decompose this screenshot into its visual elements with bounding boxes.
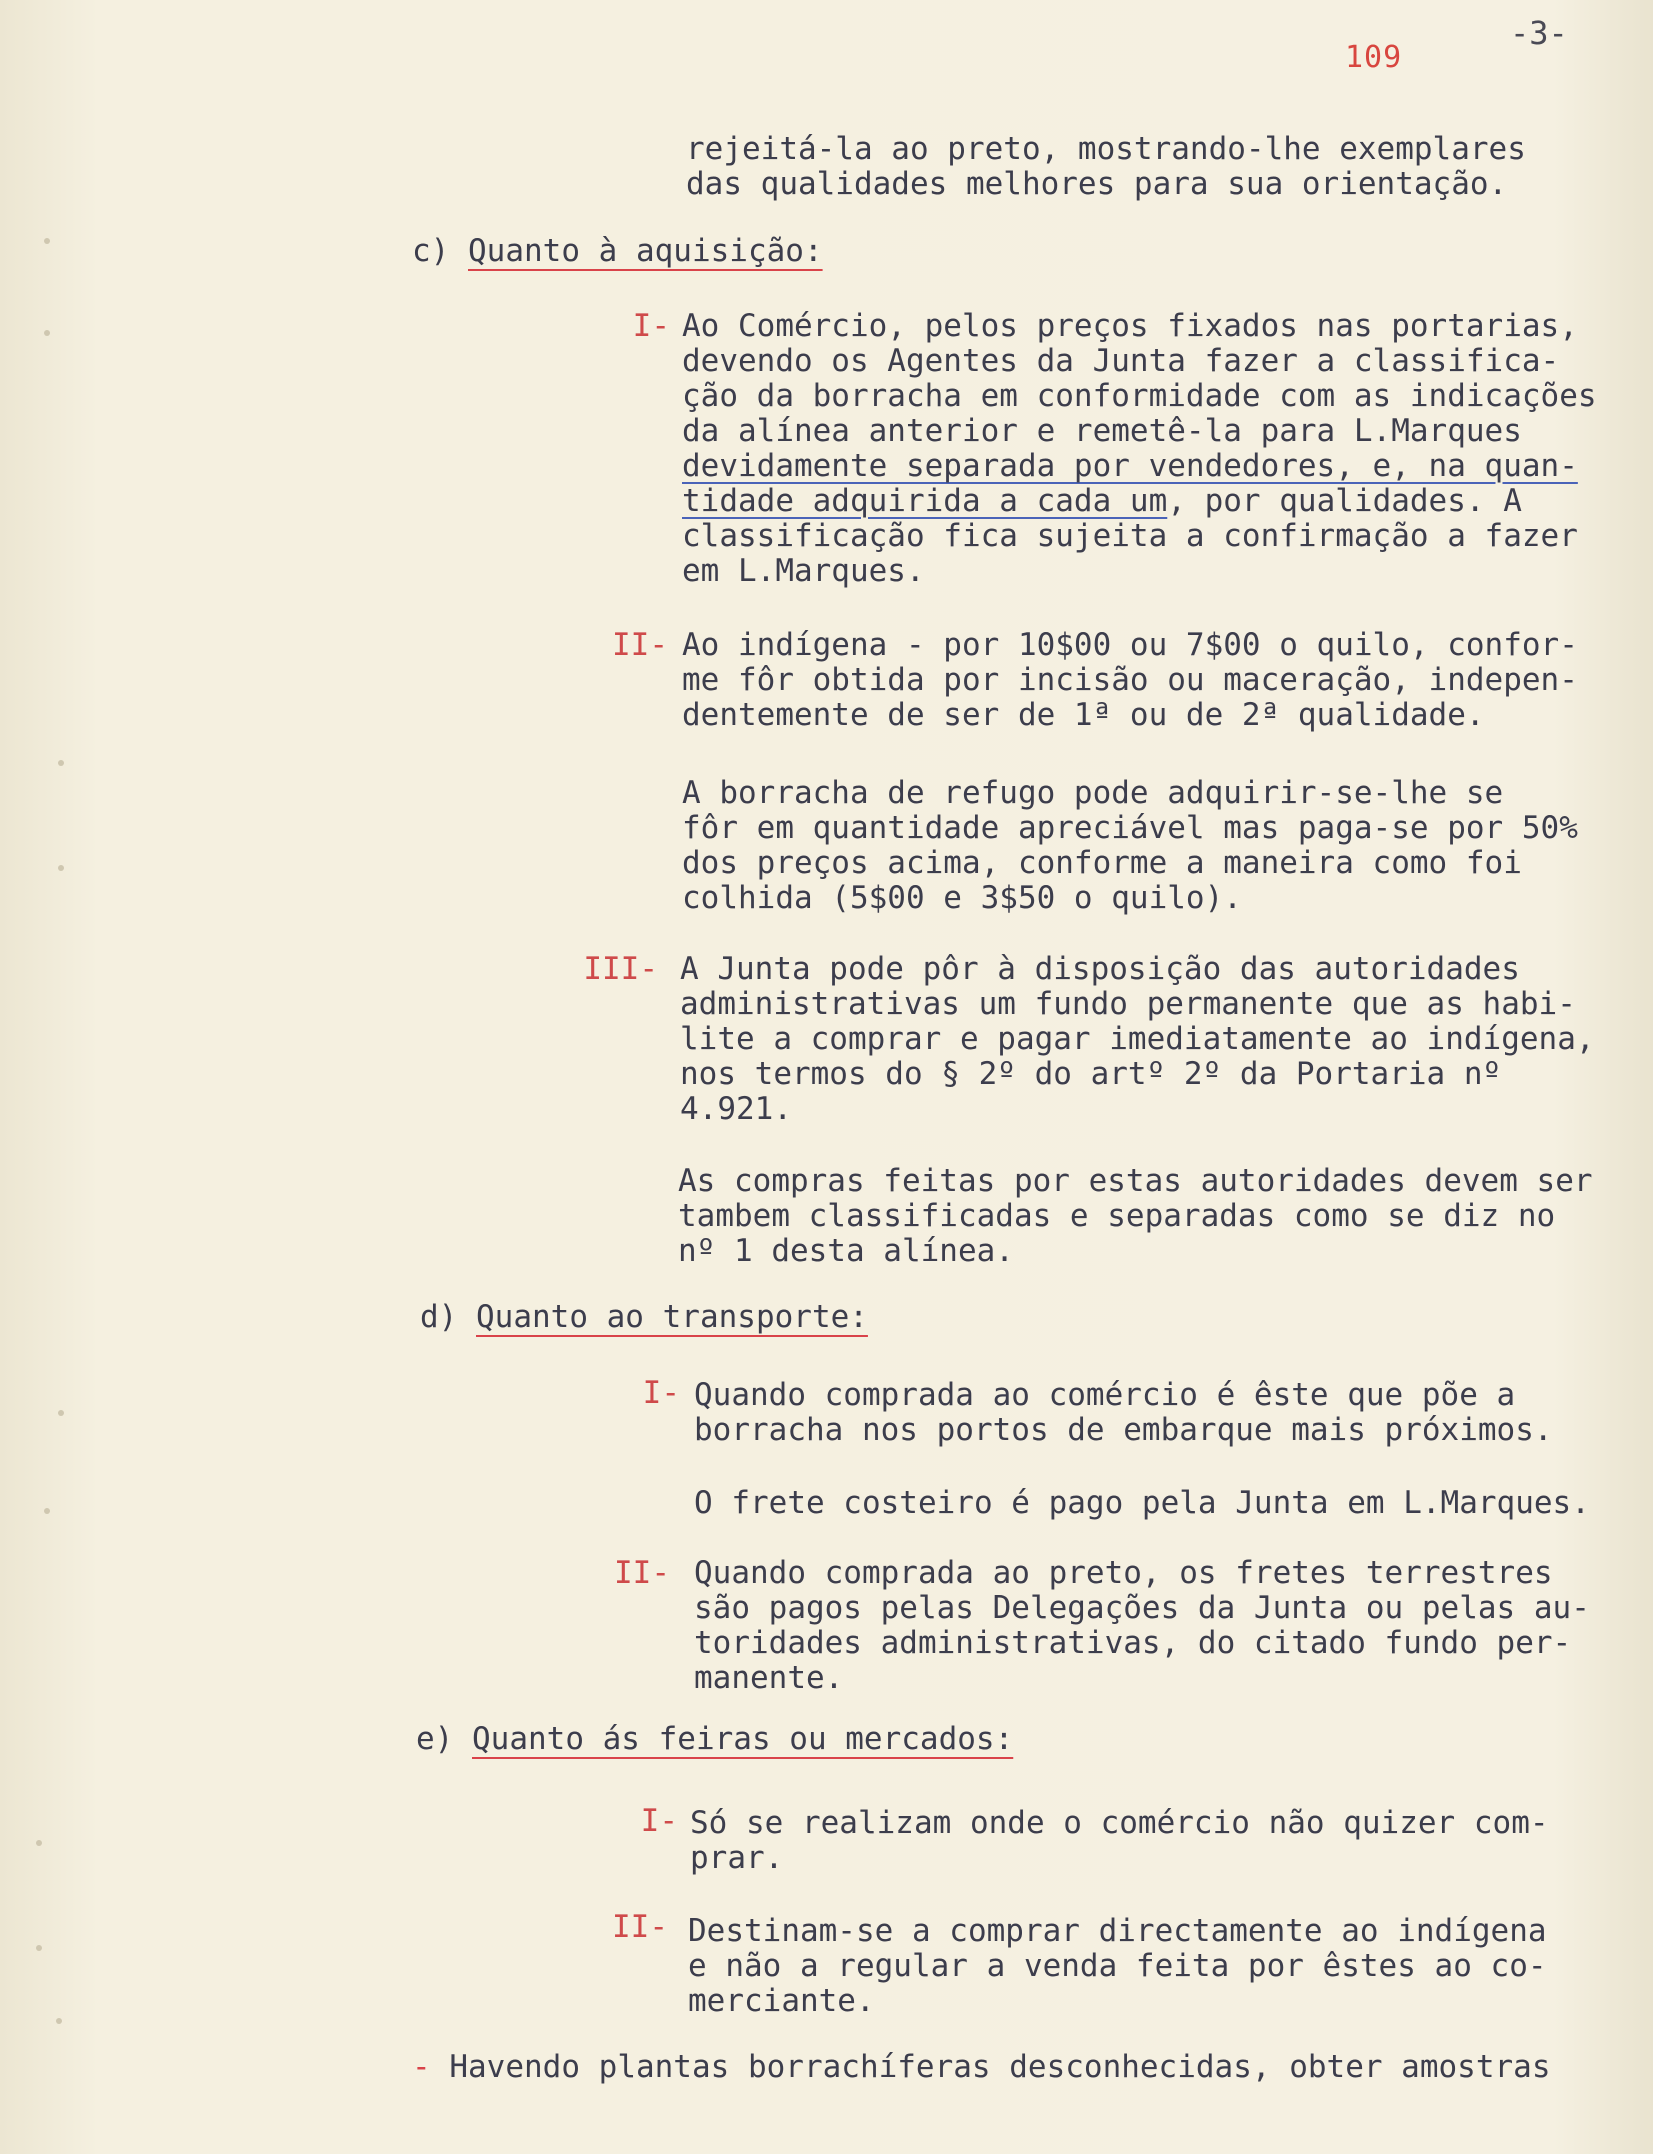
item-numeral: III-: [583, 951, 658, 987]
text-line: lite a comprar e pagar imediatamente ao indígena,: [680, 1021, 1595, 1057]
text-line: dentemente de ser de 1ª ou de 2ª qualidade.: [682, 697, 1485, 733]
binder-hole: [36, 1945, 42, 1951]
text-line: Destinam-se a comprar directamente ao indígena: [688, 1913, 1547, 1949]
text-line: e não a regular a venda feita por êstes ao co-: [688, 1948, 1547, 1984]
text-line: A Junta pode pôr à disposição das autoridades: [680, 951, 1520, 987]
text-line: devidamente separada por vendedores, e, na quan-: [682, 448, 1578, 484]
binder-hole: [44, 1508, 50, 1514]
text-line: ção da borracha em conformidade com as indicações: [682, 378, 1597, 414]
section-title: Quanto ao transporte:: [476, 1299, 868, 1335]
text-line: Havendo plantas borrachíferas desconhecidas, obter amostras: [449, 2049, 1551, 2085]
text-line: nos termos do § 2º do artº 2º da Portaria nº: [680, 1056, 1502, 1092]
text-line: Quando comprada ao comércio é êste que põe a: [694, 1377, 1516, 1413]
binder-hole: [58, 760, 64, 766]
section-label: e): [416, 1721, 454, 1757]
binder-hole: [36, 1840, 42, 1846]
text-line: das qualidades melhores para sua orientação.: [686, 166, 1508, 202]
text-line: borracha nos portos de embarque mais próximos.: [694, 1412, 1553, 1448]
item-numeral: II-: [614, 1555, 670, 1591]
item-numeral: I-: [632, 308, 670, 344]
text-line: da alínea anterior e remetê-la para L.Marques: [682, 413, 1522, 449]
footer-line: [412, 2050, 1551, 2085]
text-line: Quando comprada ao preto, os fretes terrestres: [694, 1555, 1553, 1591]
text-line: administrativas um fundo permanente que as habi-: [680, 986, 1576, 1022]
section-title: Quanto ás feiras ou mercados:: [472, 1721, 1014, 1757]
text-line: prar.: [690, 1840, 784, 1876]
text-line: Ao indígena - por 10$00 ou 7$00 o quilo, confor-: [682, 627, 1578, 663]
text-line: Ao Comércio, pelos preços fixados nas portarias,: [682, 308, 1578, 344]
section-d-item-2: [694, 1556, 1590, 1696]
text-line: são pagos pelas Delegações da Junta ou pelas au-: [694, 1590, 1590, 1626]
text-line: Só se realizam onde o comércio não quizer com-: [690, 1805, 1549, 1841]
item-numeral: I-: [640, 1803, 678, 1839]
binder-hole: [56, 2018, 62, 2024]
binder-hole: [58, 865, 64, 871]
section-c-item-3: [680, 952, 1595, 1127]
section-e-heading: [416, 1722, 1013, 1757]
text-line: devendo os Agentes da Junta fazer a classifica-: [682, 343, 1560, 379]
binder-hole: [44, 330, 50, 336]
section-label: d): [420, 1299, 458, 1335]
section-c-item-3-paragraph: [678, 1164, 1593, 1269]
section-label: c): [412, 233, 450, 269]
section-e-item-2: [688, 1914, 1547, 2019]
section-e-item-1: [690, 1806, 1549, 1876]
text-line: em L.Marques.: [682, 553, 925, 589]
text-line: 4.921.: [680, 1091, 792, 1127]
page-number: -3-: [1510, 14, 1568, 52]
section-title: Quanto à aquisição:: [468, 233, 823, 269]
text-line: O frete costeiro é pago pela Junta em L.Marques.: [694, 1485, 1590, 1521]
section-d-item-1-paragraph: [694, 1486, 1590, 1521]
text-line: dos preços acima, conforme a maneira como foi: [682, 845, 1522, 881]
section-c-item-2-paragraph: [682, 776, 1578, 916]
section-c-heading: [412, 234, 823, 269]
text-line: classificação fica sujeita a confirmação a fazer: [682, 518, 1578, 554]
text-line: , por qualidades. A: [1167, 483, 1522, 519]
text-line: merciante.: [688, 1983, 875, 2019]
text-line: rejeitá-la ao preto, mostrando-lhe exemplares: [686, 131, 1526, 167]
item-numeral: II-: [612, 1909, 668, 1945]
text-line: colhida (5$00 e 3$50 o quilo).: [682, 880, 1242, 916]
text-line: toridades administrativas, do citado fundo per-: [694, 1625, 1572, 1661]
binder-hole: [58, 1410, 64, 1416]
binder-hole: [44, 238, 50, 244]
section-c-item-2: [682, 628, 1578, 733]
section-d-item-1: [694, 1378, 1553, 1448]
text-line: tambem classificadas e separadas como se diz no: [678, 1198, 1556, 1234]
text-line: tidade adquirida a cada um: [682, 483, 1168, 519]
text-line: fôr em quantidade apreciável mas paga-se por 50%: [682, 810, 1578, 846]
text-line: nº 1 desta alínea.: [678, 1233, 1014, 1269]
section-d-heading: [420, 1300, 868, 1335]
text-line: manente.: [694, 1660, 844, 1696]
archive-number-stamp: 109: [1345, 40, 1403, 75]
section-c-item-1: [682, 309, 1597, 589]
item-numeral: I-: [642, 1375, 680, 1411]
intro-paragraph: [686, 132, 1526, 202]
item-numeral: II-: [612, 627, 668, 663]
text-line: As compras feitas por estas autoridades devem ser: [678, 1163, 1593, 1199]
footer-dash: -: [412, 2049, 431, 2085]
text-line: me fôr obtida por incisão ou maceração, indepen-: [682, 662, 1578, 698]
text-line: A borracha de refugo pode adquirir-se-lhe se: [682, 775, 1504, 811]
